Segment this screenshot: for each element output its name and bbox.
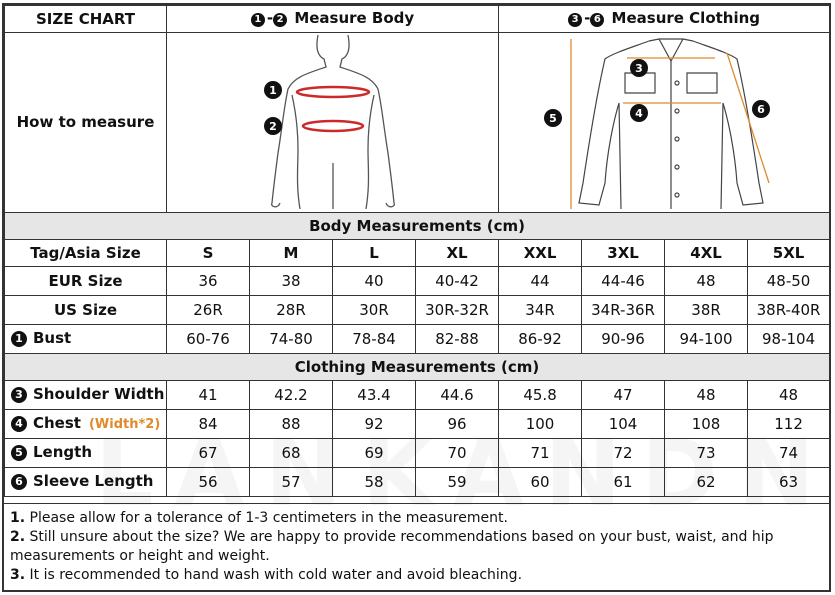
column-header: 5XL [748, 240, 830, 267]
number-badge: 1 [251, 13, 265, 27]
table-row [5, 325, 830, 354]
table-cell: 43.4 [333, 381, 416, 410]
size-chart-title: SIZE CHART [5, 6, 167, 33]
row-label: EUR Size [5, 267, 167, 296]
table-row [5, 410, 830, 439]
marker-2-text: 2 [268, 120, 277, 133]
row-label-text: Chest [33, 414, 81, 432]
number-badge: 3 [11, 387, 27, 403]
marker-5-text: 5 [549, 112, 557, 125]
table-cell: 40-42 [416, 267, 499, 296]
table-cell: 36 [167, 267, 250, 296]
measure-body-header: 1 - 2 Measure Body [167, 6, 499, 33]
table-row [5, 439, 830, 468]
row-label-text: Shoulder Width [33, 385, 165, 403]
table-cell: 48 [748, 381, 830, 410]
table-cell: 38R [665, 296, 748, 325]
table-cell: 30R-32R [416, 296, 499, 325]
table-cell: 90-96 [582, 325, 665, 354]
marker-3-text: 3 [635, 62, 643, 75]
table-cell: 59 [416, 468, 499, 497]
row-label [5, 439, 167, 468]
table-cell: 56 [167, 468, 250, 497]
table-cell: 74 [748, 439, 830, 468]
shirt-diagram-cell [499, 33, 830, 213]
body-diagram-cell [167, 33, 499, 213]
bust-line [297, 87, 369, 97]
table-cell: 108 [665, 410, 748, 439]
table-cell: 68 [250, 439, 333, 468]
table-cell: 28R [250, 296, 333, 325]
marker-6-text: 6 [757, 103, 765, 116]
table-cell: 41 [167, 381, 250, 410]
table-cell: 34R-36R [582, 296, 665, 325]
table-cell: 34R [499, 296, 582, 325]
table-cell: 70 [416, 439, 499, 468]
table-cell: 45.8 [499, 381, 582, 410]
table-cell: 38 [250, 267, 333, 296]
table-cell: 30R [333, 296, 416, 325]
size-chart-table [4, 5, 830, 497]
column-header: L [333, 240, 416, 267]
table-cell: 100 [499, 410, 582, 439]
body-silhouette-diagram [168, 33, 498, 209]
table-cell: 98-104 [748, 325, 830, 354]
table-cell: 42.2 [250, 381, 333, 410]
note-item: 3. It is recommended to hand wash with cold water and avoid bleaching. [10, 567, 523, 583]
number-badge: 1 [11, 331, 27, 347]
column-header: 3XL [582, 240, 665, 267]
table-cell: 112 [748, 410, 830, 439]
table-row [5, 468, 830, 497]
note-item: 2. Still unsure about the size? We are happy to provide recommendations based on your bust, waist, and hip measurements or height and weight. [10, 529, 774, 564]
body-measurements-title: Body Measurements (cm) [5, 213, 830, 240]
table-cell: 84 [167, 410, 250, 439]
table-cell: 73 [665, 439, 748, 468]
table-cell: 78-84 [333, 325, 416, 354]
column-header: Tag/Asia Size [5, 240, 167, 267]
table-cell: 48-50 [748, 267, 830, 296]
column-header: S [167, 240, 250, 267]
notes-section [4, 503, 829, 589]
how-to-measure-label: How to measure [5, 33, 167, 213]
table-cell: 40 [333, 267, 416, 296]
table-cell: 94-100 [665, 325, 748, 354]
table-cell: 88 [250, 410, 333, 439]
table-cell: 47 [582, 381, 665, 410]
table-cell: 92 [333, 410, 416, 439]
table-cell: 67 [167, 439, 250, 468]
row-label-text: Sleeve Length [33, 472, 154, 490]
sleeve-line [727, 53, 769, 183]
table-cell: 104 [582, 410, 665, 439]
column-header: 4XL [665, 240, 748, 267]
table-cell: 26R [167, 296, 250, 325]
note-item: 1. Please allow for a tolerance of 1-3 centimeters in the measurement. [10, 510, 508, 526]
width-note: (Width*2) [88, 417, 161, 432]
table-cell: 74-80 [250, 325, 333, 354]
table-cell: 48 [665, 267, 748, 296]
number-badge: 3 [568, 13, 582, 27]
table-cell: 44.6 [416, 381, 499, 410]
row-label: US Size [5, 296, 167, 325]
table-cell: 63 [748, 468, 830, 497]
table-cell: 71 [499, 439, 582, 468]
table-row [5, 296, 830, 325]
measure-clothing-header: 3 - 6 Measure Clothing [499, 6, 830, 33]
shirt-diagram [499, 33, 829, 209]
table-cell: 62 [665, 468, 748, 497]
column-header: M [250, 240, 333, 267]
table-cell: 69 [333, 439, 416, 468]
table-cell: 61 [582, 468, 665, 497]
table-cell: 86-92 [499, 325, 582, 354]
row-label-text: Bust [33, 329, 72, 347]
waist-line [303, 121, 363, 131]
number-badge: 6 [11, 474, 27, 490]
table-cell: 58 [333, 468, 416, 497]
column-header: XL [416, 240, 499, 267]
measure-clothing-label: Measure Clothing [611, 9, 761, 27]
clothing-measurements-title: Clothing Measurements (cm) [5, 354, 830, 381]
table-row [5, 267, 830, 296]
number-badge: 2 [273, 13, 287, 27]
table-cell: 60 [499, 468, 582, 497]
table-cell: 44-46 [582, 267, 665, 296]
table-cell: 60-76 [167, 325, 250, 354]
row-label [5, 381, 167, 410]
column-header: XXL [499, 240, 582, 267]
table-cell: 96 [416, 410, 499, 439]
number-badge: 6 [590, 13, 604, 27]
marker-4-text: 4 [635, 107, 643, 120]
number-badge: 5 [11, 445, 27, 461]
row-label [5, 468, 167, 497]
table-cell: 48 [665, 381, 748, 410]
table-cell: 72 [582, 439, 665, 468]
table-row [5, 381, 830, 410]
measure-body-label: Measure Body [294, 9, 415, 27]
marker-1-text: 1 [268, 84, 277, 97]
table-cell: 82-88 [416, 325, 499, 354]
row-label [5, 325, 167, 354]
number-badge: 4 [11, 416, 27, 432]
row-label-text: Length [33, 443, 92, 461]
table-cell: 44 [499, 267, 582, 296]
table-cell: 38R-40R [748, 296, 830, 325]
table-cell: 57 [250, 468, 333, 497]
row-label [5, 410, 167, 439]
